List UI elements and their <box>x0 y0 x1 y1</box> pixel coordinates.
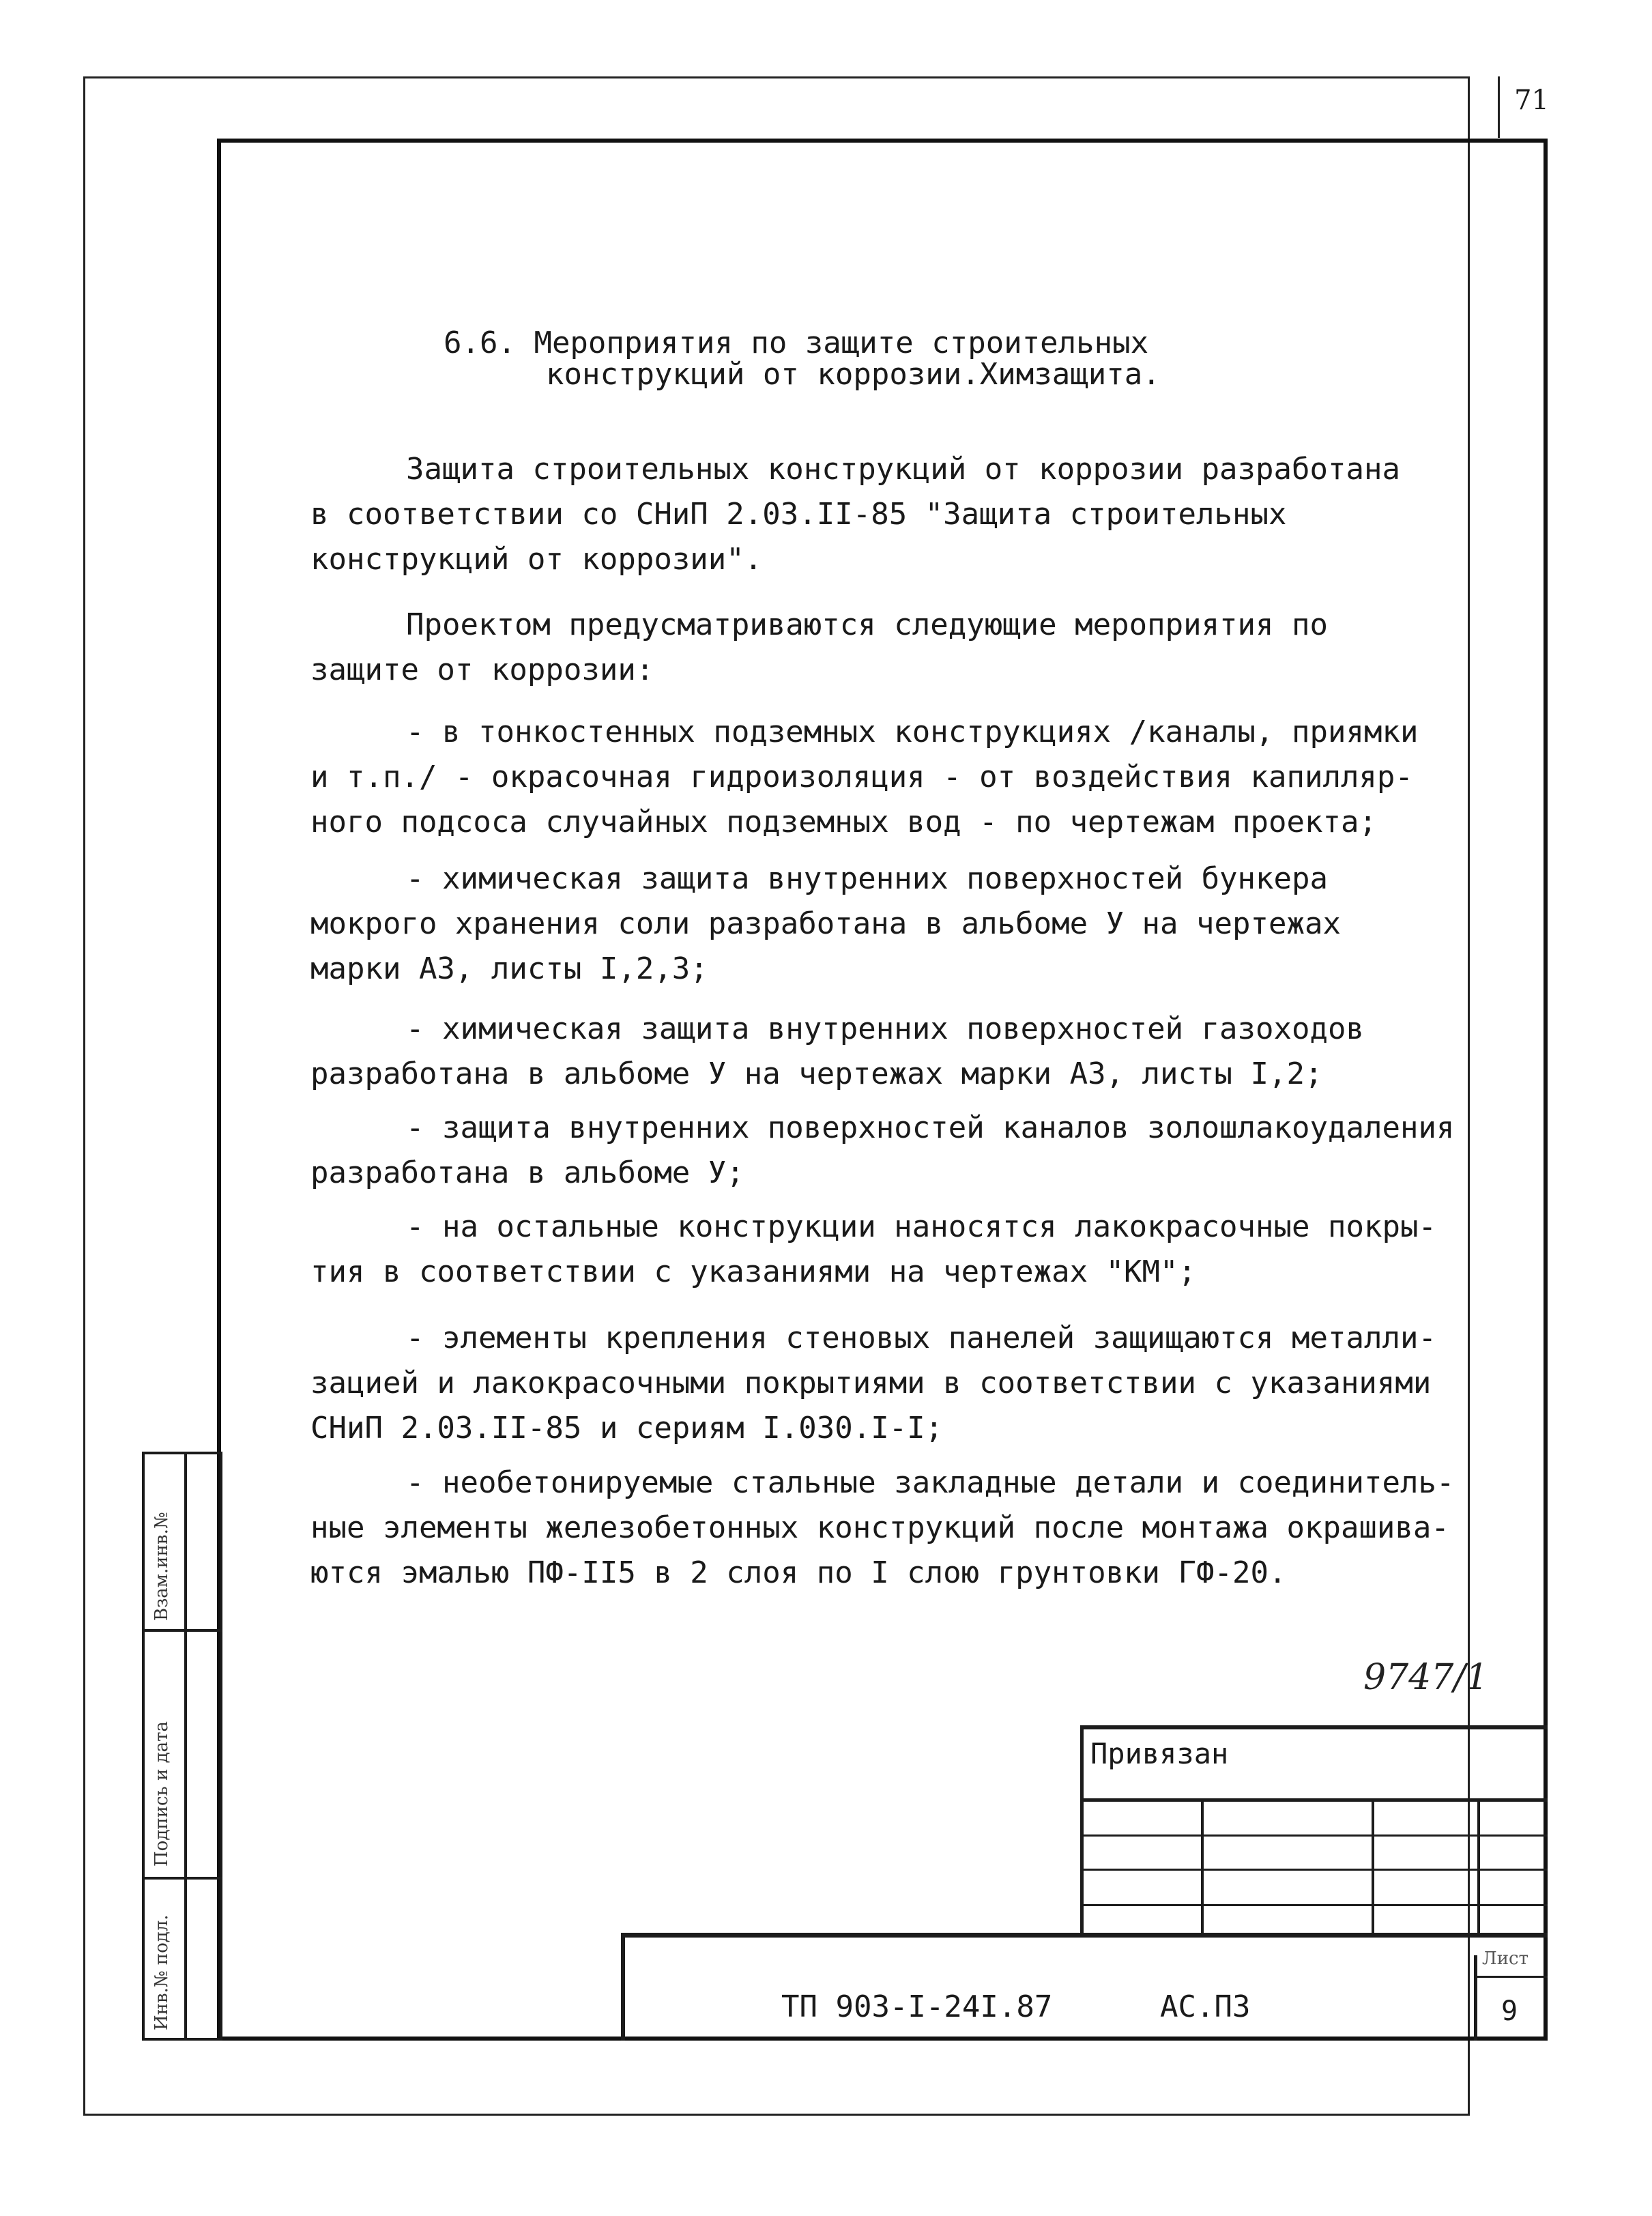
list-item <box>310 1106 1470 1196</box>
list-item <box>310 1007 1470 1097</box>
document-code: ТП 903-I-24I.87 <box>781 1989 1053 2024</box>
para-line: в соответствии со СНиП 2.03.II-85 "Защита строительных <box>310 497 1287 532</box>
para-line: разработана в альбоме У на чертежах марки АЗ, листы I,2; <box>310 1056 1323 1091</box>
strip-divider <box>184 1452 187 2041</box>
list-item <box>310 1316 1470 1451</box>
stamp-border <box>1474 1976 1548 1978</box>
list-item <box>310 857 1470 992</box>
para-line: тия в соответствии с указаниями на чертежах "КМ"; <box>310 1254 1197 1289</box>
para-line: разработана в альбоме У; <box>310 1155 744 1190</box>
corner-page-number: 71 <box>1514 85 1549 116</box>
para-line: СНиП 2.03.II-85 и сериям I.030.I-I; <box>310 1411 944 1445</box>
paragraph <box>310 603 1470 693</box>
strip-label-signature-date: Подпись и дата <box>151 1721 172 1867</box>
table-col-line <box>1372 1798 1374 1935</box>
paragraph <box>310 447 1470 582</box>
para-line: защите от коррозии: <box>310 652 654 687</box>
para-line: - необетонируемые стальные закладные детали и соединитель- <box>406 1465 1455 1500</box>
heading-line-1: 6.6. Мероприятия по защите строительных <box>444 326 1149 360</box>
stamp-border <box>621 1933 625 2041</box>
para-line: зацией и лакокрасочными покрытиями в соответствии с указаниями <box>310 1366 1432 1400</box>
para-line: ные элементы железобетонных конструкций после монтажа окрашива- <box>310 1510 1449 1545</box>
para-line: Проектом предусматриваются следующие мероприятия по <box>406 607 1329 642</box>
para-line: конструкций от коррозии". <box>310 542 763 577</box>
stamp-border <box>621 1933 1548 1938</box>
para-line: и т.п./ - окрасочная гидроизоляция - от воздействия капилляр- <box>310 760 1413 794</box>
para-line: - химическая защита внутренних поверхностей газоходов <box>406 1011 1364 1046</box>
strip-label-zam-inv: Взам.инв.№ <box>151 1512 172 1621</box>
table-border <box>1080 1725 1084 1935</box>
strip-divider <box>142 1629 222 1632</box>
para-line: - на остальные конструкции наносятся лакокрасочные покры- <box>406 1209 1436 1244</box>
para-line: - в тонкостенных подземных конструкциях /каналы, приямки <box>406 715 1419 749</box>
para-line: - элементы крепления стеновых панелей защищаются металли- <box>406 1321 1436 1355</box>
list-item <box>310 710 1470 845</box>
table-border <box>1080 1725 1548 1729</box>
para-line: ются эмалью ПФ-II5 в 2 слоя по I слою грунтовки ГФ-20. <box>310 1555 1287 1590</box>
sheet-label: Лист <box>1482 1948 1528 1969</box>
stamp-border <box>1474 1955 1477 2041</box>
strip-divider <box>142 1877 222 1880</box>
para-line: ного подсоса случайных подземных вод - по чертежам проекта; <box>310 805 1377 839</box>
list-item <box>310 1460 1470 1596</box>
section-heading <box>444 328 1331 390</box>
privyazan-label: Привязан <box>1090 1737 1229 1770</box>
para-line: мокрого хранения соли разработана в альбоме У на чертежах <box>310 906 1341 941</box>
sheet-number: 9 <box>1501 1996 1518 2027</box>
table-col-line <box>1201 1798 1204 1935</box>
strip-label-inv-podl: Инв.№ подл. <box>151 1914 172 2030</box>
para-line: - химическая защита внутренних поверхностей бункера <box>406 861 1329 896</box>
table-col-line <box>1477 1798 1480 1935</box>
list-item <box>310 1205 1470 1295</box>
para-line: - защита внутренних поверхностей каналов золошлакоудаления <box>406 1110 1455 1145</box>
handwritten-number: 9747/1 <box>1363 1657 1488 1698</box>
para-line: Защита строительных конструкций от коррозии разработана <box>406 452 1400 487</box>
sheet-code: АС.ПЗ <box>1160 1989 1251 2024</box>
heading-line-2: конструкций от коррозии.Химзащита. <box>546 357 1161 392</box>
para-line: марки АЗ, листы I,2,3; <box>310 951 708 986</box>
